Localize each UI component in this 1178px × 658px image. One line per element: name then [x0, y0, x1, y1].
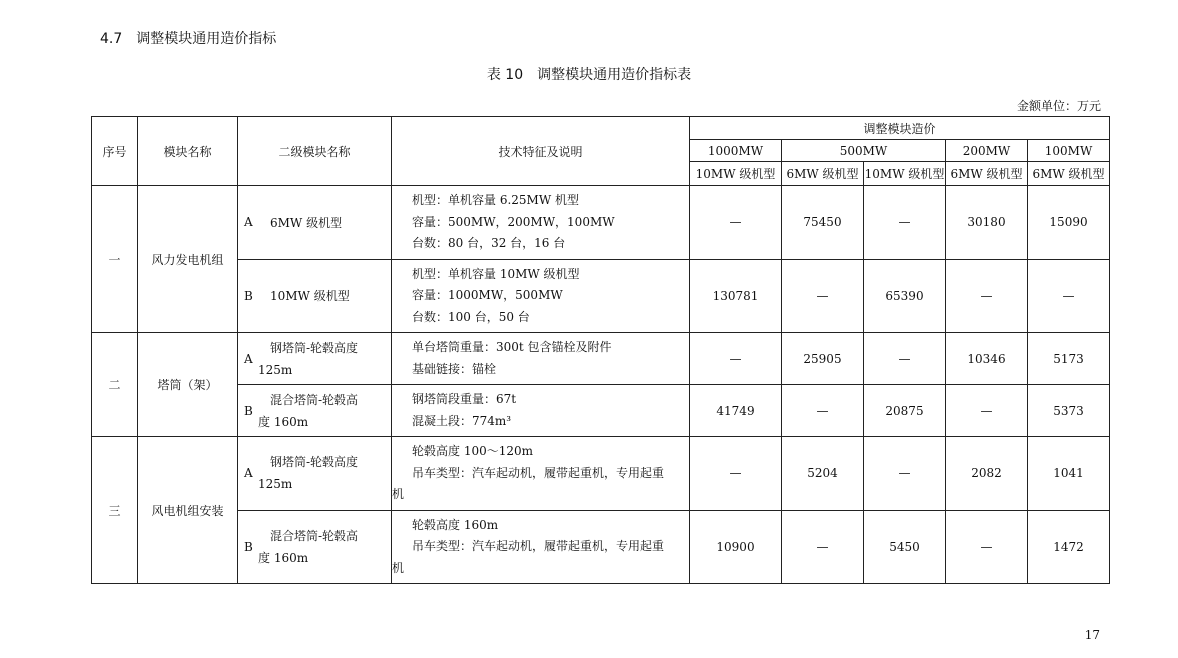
description-line: 单台塔筒重量：300t 包含锚栓及附件 [412, 340, 612, 354]
header-capacity-500: 500MW [782, 140, 946, 162]
description-cell [392, 385, 690, 437]
table-row [92, 186, 1110, 260]
value-cell: — [690, 333, 782, 385]
value-cell: 10900 [690, 510, 782, 584]
value-cell: 5173 [1028, 333, 1110, 385]
value-cell: — [864, 333, 946, 385]
value-cell: 5204 [782, 437, 864, 511]
description-line: 容量：1000MW，500MW [412, 288, 563, 302]
description-line: 混凝土段：774m³ [412, 413, 512, 428]
page-number: 17 [1084, 628, 1100, 642]
sub-module-name: 混合塔筒-轮毂高度 160m [258, 392, 359, 429]
value-cell: 30180 [946, 186, 1028, 260]
sub-module-cell [238, 385, 392, 437]
description-line: 机 [392, 487, 405, 501]
sub-module-code: B [244, 288, 253, 303]
group-name: 风力发电机组 [138, 186, 238, 333]
value-cell: 65390 [864, 259, 946, 333]
value-cell: 5373 [1028, 385, 1110, 437]
value-cell: 25905 [782, 333, 864, 385]
description-line: 容量：500MW，200MW，100MW [412, 214, 615, 229]
sub-module-cell [238, 186, 392, 260]
header-module: 模块名称 [138, 117, 238, 186]
description-line: 轮毂高度 100～120m [412, 444, 534, 458]
description-cell [392, 437, 690, 511]
group-name: 风电机组安装 [138, 437, 238, 584]
value-cell: — [946, 385, 1028, 437]
table-row [92, 259, 1110, 333]
unit-note: 金额单位：万元 [1016, 99, 1101, 113]
sub-module-name: 10MW 级机型 [270, 289, 350, 304]
sub-module-code: B [244, 403, 253, 418]
sub-module-cell [238, 259, 392, 333]
value-cell: 130781 [690, 259, 782, 333]
group-seq: 二 [92, 333, 138, 437]
sub-module-name: 钢塔筒-轮毂高度 125m [258, 455, 359, 492]
value-cell: — [864, 437, 946, 511]
header-unit-type: 6MW 级机型 [946, 162, 1028, 186]
value-cell: — [864, 186, 946, 260]
group-name: 塔筒（架） [138, 333, 238, 437]
description-cell [392, 186, 690, 260]
sub-module-cell [238, 510, 392, 584]
table-number: 表 10 [486, 67, 524, 83]
value-cell: — [690, 186, 782, 260]
sub-module-name: 钢塔筒-轮毂高度 125m [258, 340, 359, 377]
table-row [92, 510, 1110, 584]
table-row [92, 333, 1110, 385]
description-line: 机型：单机容量 6.25MW 机型 [412, 193, 579, 207]
description-line: 机型：单机容量 10MW 级机型 [412, 266, 580, 281]
sub-module-cell [238, 437, 392, 511]
sub-module-code: A [244, 351, 253, 366]
table-row [92, 385, 1110, 437]
value-cell: 2082 [946, 437, 1028, 511]
group-seq: 三 [92, 437, 138, 584]
header-unit-type: 10MW 级机型 [690, 162, 782, 186]
description-line: 台数：80 台，32 台，16 台 [412, 236, 566, 250]
header-price-group: 调整模块造价 [690, 117, 1110, 140]
value-cell: — [1028, 259, 1110, 333]
section-heading [100, 28, 276, 48]
sub-module-code: B [244, 539, 253, 554]
description-line: 台数：100 台，50 台 [412, 309, 530, 324]
header-capacity-1000: 1000MW [690, 140, 782, 162]
sub-module-code: A [244, 215, 253, 230]
group-seq: 一 [92, 186, 138, 333]
description-line: 机 [392, 560, 405, 575]
header-tech: 技术特征及说明 [392, 117, 690, 186]
table-title-text: 调整模块通用造价指标表 [537, 67, 692, 83]
description-line: 吊车类型：汽车起动机，履带起重机，专用起重 [412, 465, 665, 480]
value-cell: — [782, 259, 864, 333]
description-line: 基础链接：锚栓 [412, 361, 497, 376]
description-line: 钢塔筒段重量：67t [412, 392, 517, 406]
value-cell: 1041 [1028, 437, 1110, 511]
value-cell: 10346 [946, 333, 1028, 385]
header-capacity-200: 200MW [946, 140, 1028, 162]
header-capacity-100: 100MW [1028, 140, 1110, 162]
value-cell: 5450 [864, 510, 946, 584]
header-unit-type: 6MW 级机型 [782, 162, 864, 186]
description-cell [392, 510, 690, 584]
header-unit-type: 10MW 级机型 [864, 162, 946, 186]
header-unit-type: 6MW 级机型 [1028, 162, 1110, 186]
sub-module-name: 6MW 级机型 [270, 215, 343, 230]
value-cell: 1472 [1028, 510, 1110, 584]
description-line: 轮毂高度 160m [412, 517, 499, 532]
sub-module-name: 混合塔筒-轮毂高度 160m [258, 528, 359, 565]
value-cell: — [946, 259, 1028, 333]
table-row [92, 437, 1110, 511]
sub-module-cell [238, 333, 392, 385]
cost-index-table [91, 116, 1110, 584]
value-cell: 41749 [690, 385, 782, 437]
description-line: 吊车类型：汽车起动机，履带起重机，专用起重 [412, 539, 665, 553]
value-cell: 20875 [864, 385, 946, 437]
section-title: 调整模块通用造价指标 [136, 31, 277, 47]
value-cell: 15090 [1028, 186, 1110, 260]
header-seq: 序号 [92, 117, 138, 186]
value-cell: — [782, 385, 864, 437]
value-cell: 75450 [782, 186, 864, 260]
value-cell: — [690, 437, 782, 511]
header-sub-module: 二级模块名称 [238, 117, 392, 186]
value-cell: — [782, 510, 864, 584]
sub-module-code: A [244, 466, 253, 481]
description-cell [392, 333, 690, 385]
table-title [0, 64, 1178, 84]
header-row-1 [92, 117, 1110, 140]
value-cell: — [946, 510, 1028, 584]
description-cell [392, 259, 690, 333]
section-number: 4.7 [100, 31, 123, 47]
